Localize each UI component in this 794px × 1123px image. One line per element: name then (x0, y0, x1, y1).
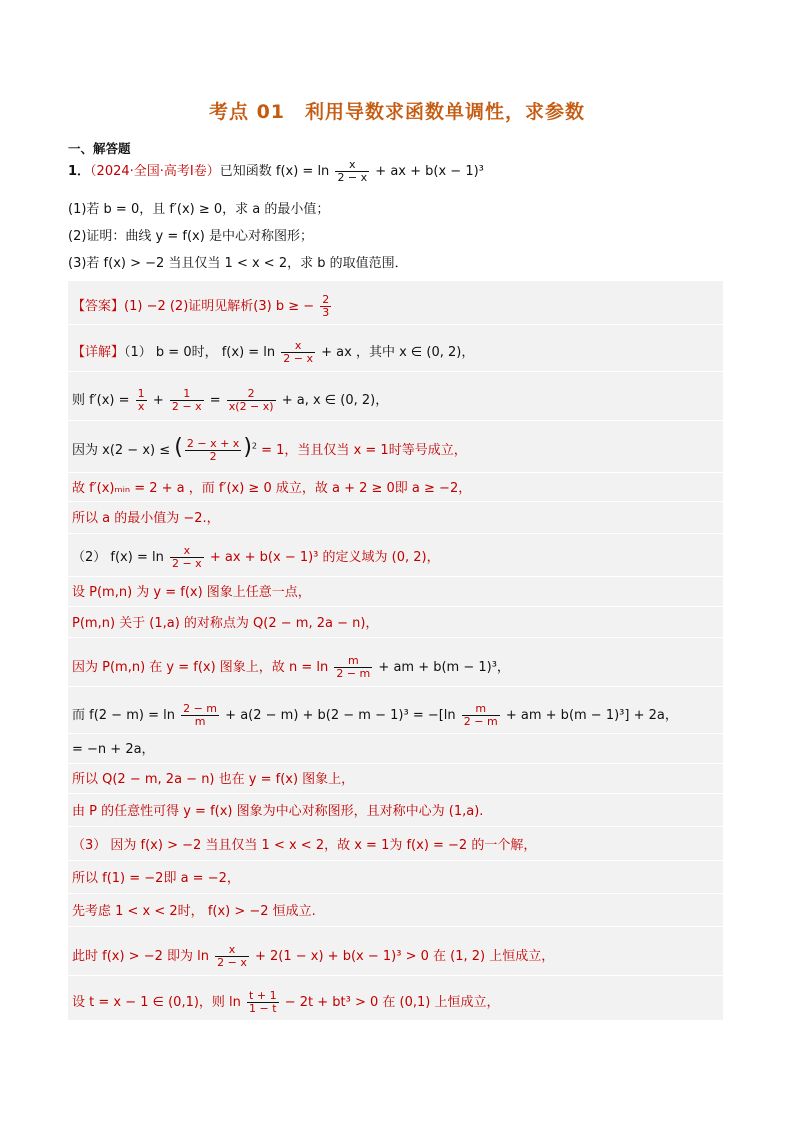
detail-line-1: 【详解】（1） b = 0时， f(x) = ln $\frac{x}{2 - x}$ + ax ，其中 x ∈ (0, 2)， (72, 339, 475, 365)
divider (68, 533, 723, 534)
divider (68, 637, 723, 638)
answer-label: 【答案】 (72, 299, 125, 314)
fraction: $\frac{2}{x(2 - x)}$ (228, 387, 274, 413)
detail-line-7: 设 P(m,n) 为 y = f(x) 图象上任意一点， (72, 585, 311, 600)
question-part-1: (1)若 b = 0，且 f′(x) ≥ 0，求 a 的最小值； (68, 202, 330, 217)
detail-line-8: P(m,n) 关于 (1,a) 的对称点为 Q(2 − m, 2a − n)， (72, 616, 379, 631)
fraction: $\frac{m}{2 - m}$ (463, 702, 498, 728)
detail-line-2: 则 f′(x) = $\frac{1}{x}$ + $\frac{1}{2 - x}$ = $\frac{2}{x(2 - x)}$ + a, x ∈ (0, 2)， (72, 387, 389, 413)
divider (68, 926, 723, 927)
answer-text: (1) −2 (2)证明见解析(3) b ≥ − (124, 299, 315, 314)
detail-line-5: 所以 a 的最小值为 −2.， (72, 511, 220, 526)
detail-line-11: = −n + 2a， (72, 742, 155, 757)
fraction: $\frac{m}{2 - m}$ (336, 654, 371, 680)
stem-suffix: + ax + b(x − 1)³ (375, 164, 484, 179)
divider (68, 763, 723, 764)
answer-line (72, 294, 333, 319)
stem-prefix: 已知函数 f(x) = ln (219, 164, 330, 179)
divider (68, 324, 723, 325)
fraction: $\frac{1}{2 - x}$ (171, 387, 202, 413)
detail-line-14: （3） 因为 f(x) > −2 当且仅当 1 < x < 2，故 x = 1为 f(x) = −2 的一个解， (72, 838, 537, 853)
fraction: $\frac{x}{2 - x}$ (283, 339, 314, 365)
detail-line-17: 此时 f(x) > −2 即为 ln $\frac{x}{2 - x}$ + 2(1 − x) + b(x − 1)³ > 0 在 (1, 2) 上恒成立， (72, 943, 555, 969)
detail-line-4: 故 f′(x)ₘᵢₙ = 2 + a ，而 f′(x) ≥ 0 成立，故 a + 2 ≥ 0即 a ≥ −2， (72, 481, 472, 496)
divider (68, 793, 723, 794)
stem-fraction: $\frac{x}{2 - x}$ (337, 158, 368, 184)
divider (68, 975, 723, 976)
detail-line-6: （2） f(x) = ln $\frac{x}{2 - x}$ + ax + b(x − 1)³ 的定义域为 (0, 2)， (72, 544, 440, 570)
question-part-2: (2)证明：曲线 y = f(x) 是中心对称图形； (68, 229, 313, 244)
divider (68, 606, 723, 607)
fraction: $\frac{1}{x}$ (137, 387, 145, 413)
fraction: $\frac{2 - x + x}{2}$ (186, 437, 240, 463)
detail-label: 【详解】 (72, 345, 125, 360)
detail-line-10: 而 f(2 − m) = ln $\frac{2 - m}{m}$ + a(2 − m) + b(2 − m − 1)³ = −[ln $\frac{m}{2 - m}$ + am + b(m − 1)³] + 2a， (72, 702, 678, 728)
fraction: $\frac{t + 1}{1 - t}$ (249, 989, 277, 1015)
answer-fraction: $\frac{2}{3}$ (322, 293, 330, 319)
divider (68, 826, 723, 827)
detail-line-12: 所以 Q(2 − m, 2a − n) 也在 y = f(x) 图象上， (72, 772, 355, 787)
question-source: （2024·全国·高考Ⅰ卷） (90, 164, 220, 179)
divider (68, 501, 723, 502)
title-topic: 利用导数求函数单调性，求参数 (305, 101, 586, 123)
divider (68, 860, 723, 861)
divider (68, 686, 723, 687)
detail-line-15: 所以 f(1) = −2即 a = −2， (72, 871, 240, 886)
divider (68, 576, 723, 577)
question-part-3: (3)若 f(x) > −2 当且仅当 1 < x < 2，求 b 的取值范围． (68, 256, 408, 271)
title-kaodian: 考点 01 (208, 101, 286, 123)
page-title (0, 97, 794, 124)
divider (68, 371, 723, 372)
fraction: $\frac{x}{2 - x}$ (171, 544, 202, 570)
section-heading: 一、解答题 (68, 141, 131, 156)
divider (68, 893, 723, 894)
question-stem (68, 159, 484, 184)
fraction: $\frac{x}{2 - x}$ (217, 943, 247, 969)
detail-line-18: 设 t = x − 1 ∈ (0,1)，则 ln $\frac{t + 1}{1 - t}$ − 2t + bt³ > 0 在 (0,1) 上恒成立， (72, 989, 500, 1015)
detail-line-3: 因为 x(2 − x) ≤ ( $\frac{2 - x + x}{2}$ )$^2$ = 1，当且仅当 x = 1时等号成立， (72, 435, 467, 463)
detail-line-16: 先考虑 1 < x < 2时， f(x) > −2 恒成立. (72, 904, 316, 919)
detail-line-9: 因为 P(m,n) 在 y = f(x) 图象上，故 n = ln $\frac{m}{2 - m}$ + am + b(m − 1)³， (72, 654, 510, 680)
detail-line-13: 由 P 的任意性可得 y = f(x) 图象为中心对称图形，且对称中心为 (1,a). (72, 804, 484, 819)
question-number: 1． (68, 164, 91, 179)
divider (68, 420, 723, 421)
divider (68, 733, 723, 734)
fraction: $\frac{2 - m}{m}$ (183, 702, 218, 728)
divider (68, 472, 723, 473)
